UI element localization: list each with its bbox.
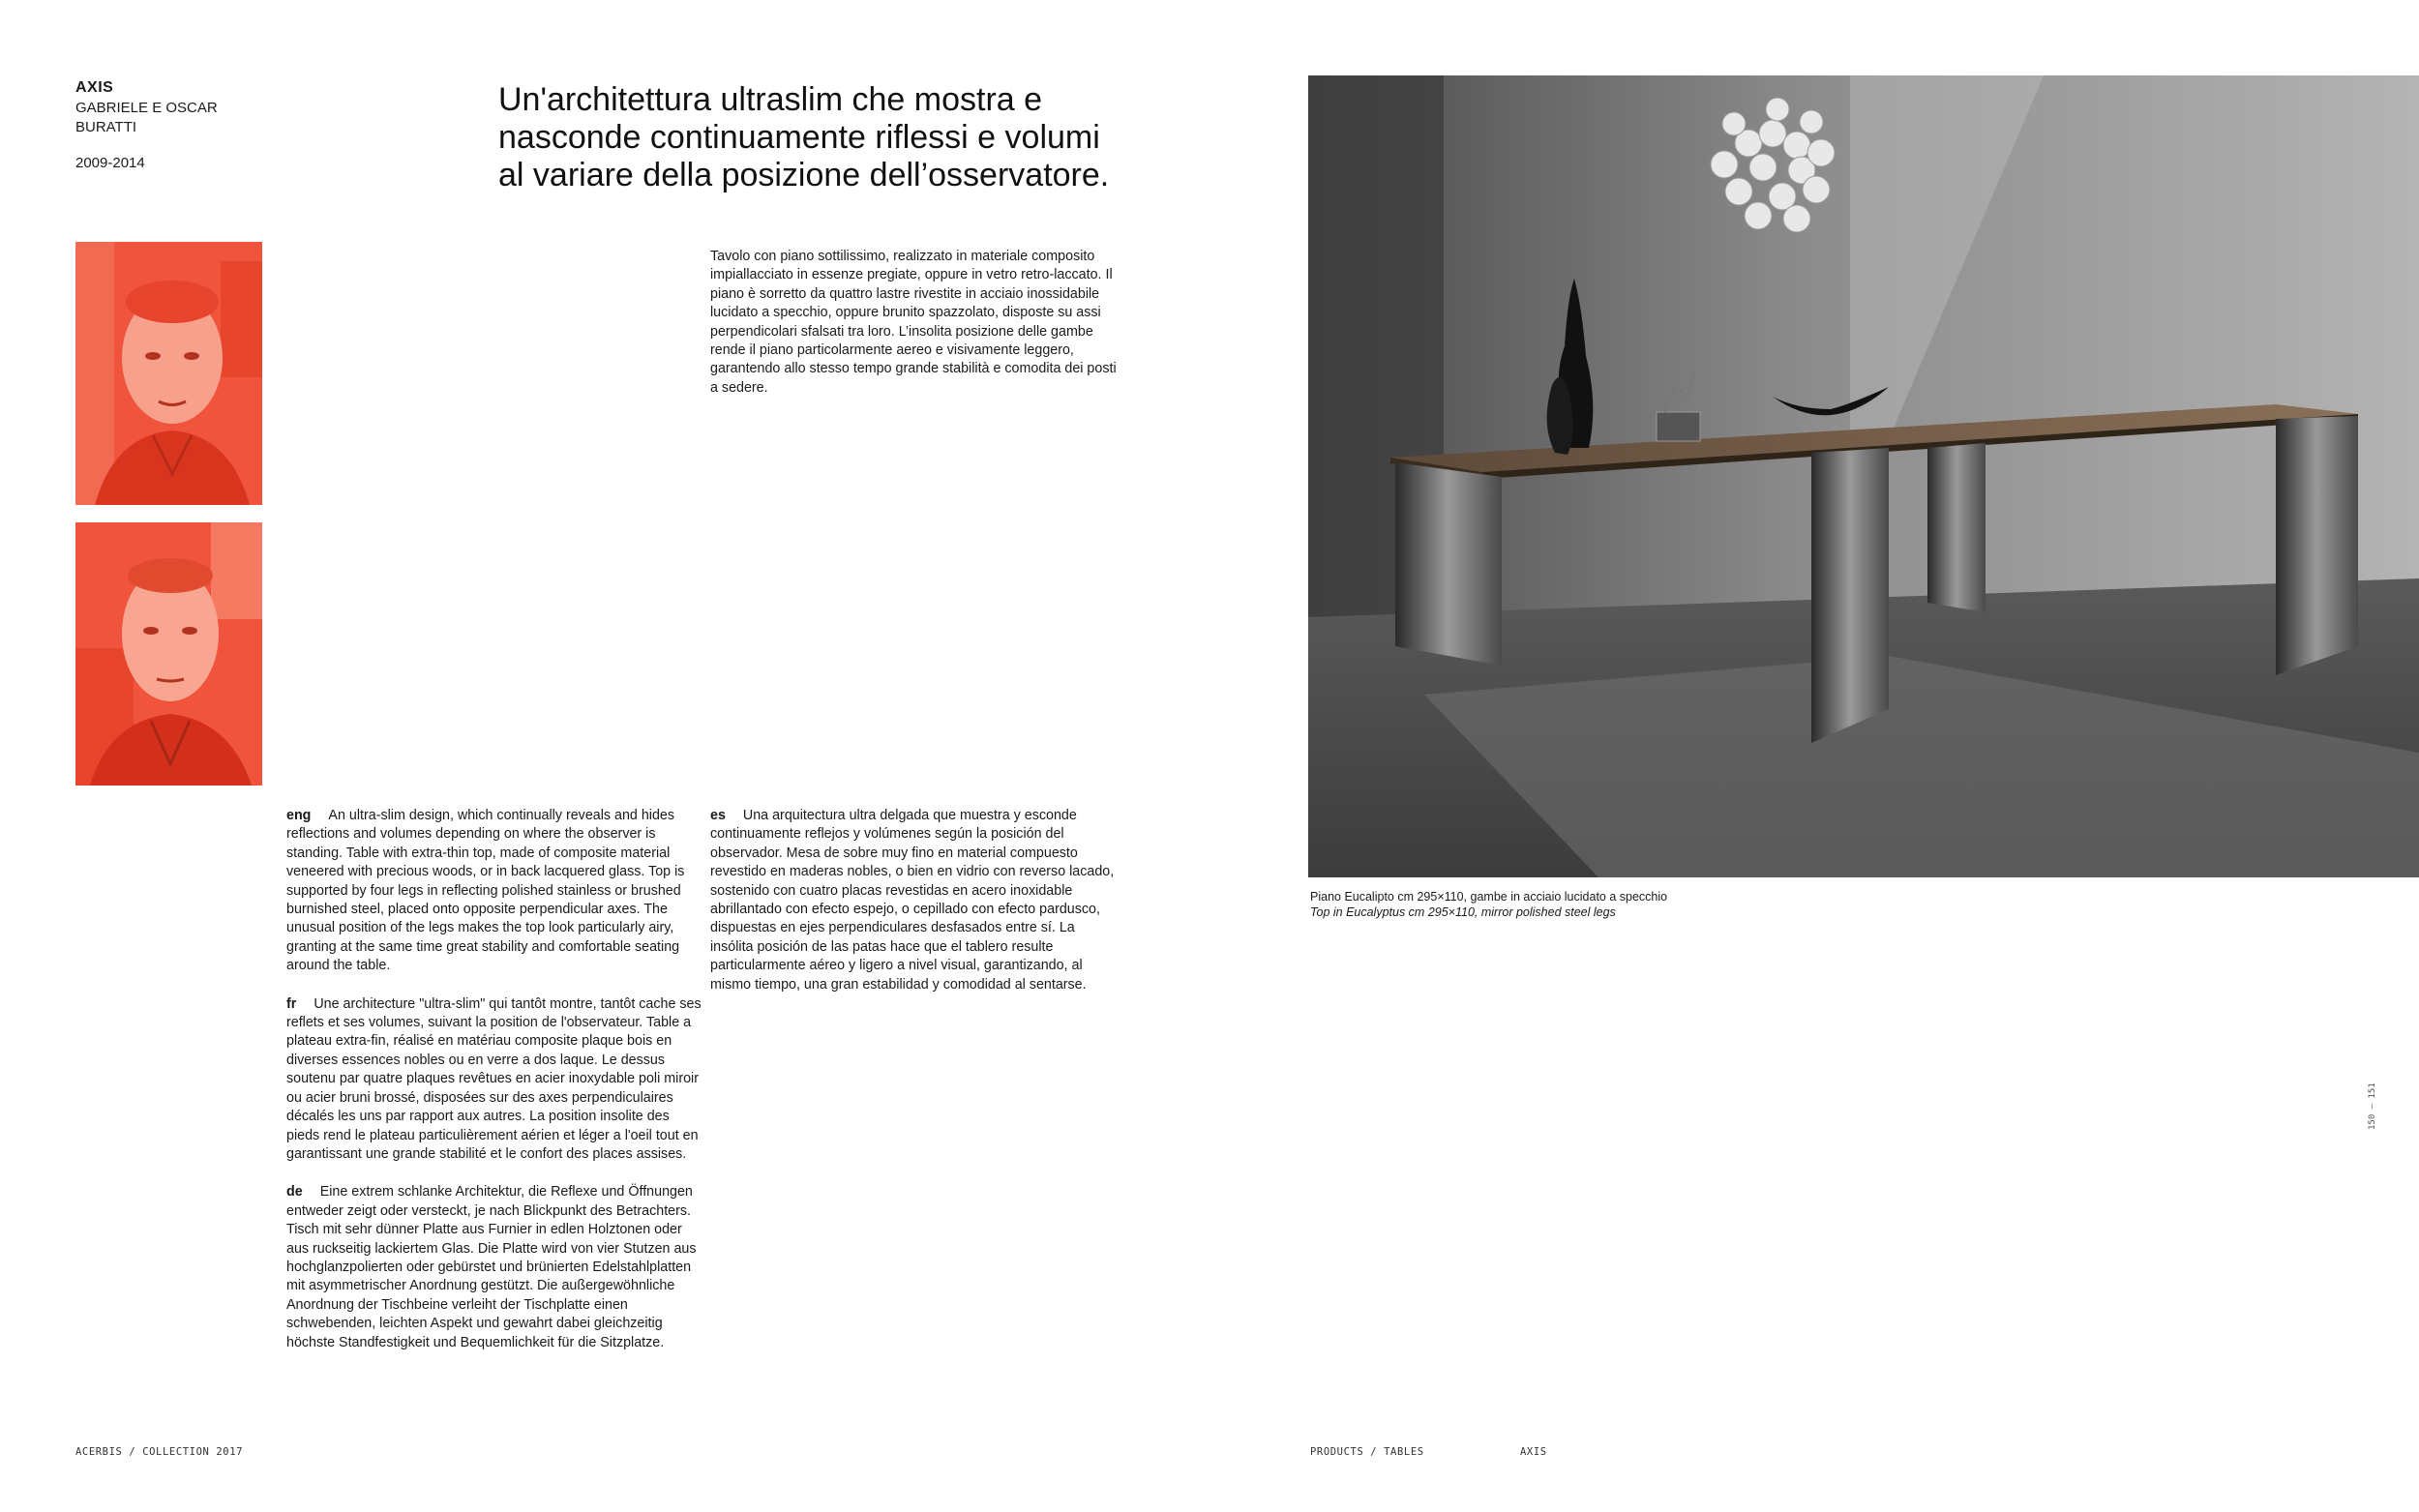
footer-section: PRODUCTS / TABLES <box>1310 1446 1424 1458</box>
footer-brand: ACERBIS / COLLECTION 2017 <box>75 1446 244 1458</box>
designer-portrait-1 <box>75 242 262 505</box>
designer-name: GABRIELE E OSCAR BURATTI <box>75 100 218 135</box>
text-de <box>286 1183 702 1352</box>
text-es <box>710 807 1117 994</box>
footer-product: AXIS <box>1520 1446 1547 1458</box>
lang-label-es: es <box>710 808 726 823</box>
lang-label-de: de <box>286 1184 303 1201</box>
translations-left-column <box>286 807 702 1372</box>
caption-english: Top in Eucalyptus cm 295×110, mirror polished steel legs <box>1310 905 1616 919</box>
caption-italian: Piano Eucalipto cm 295×110, gambe in acciaio lucidato a specchio <box>1310 890 1668 904</box>
intro-text-it: Tavolo con piano sottilissimo, realizzato in materiale composito impiallacciato in essenze pregiate, oppure in vetro retro-laccato. Il piano è sorretto da quattro lastre rivestite in acciaio inossidabile lucidato a specchio, oppure brunito spazzolato, disposte su assi perpendicolari sfalsati tra loro. L’insolita posizione delle gambe rende il piano particolarmente aereo e visivamente leggero, garantendo allo stesso tempo grande stabilità e comodita dei posti a sedere. <box>710 249 1117 396</box>
production-years: 2009-2014 <box>75 155 145 171</box>
page-numbers: 150 – 151 <box>2368 1082 2377 1130</box>
text-eng <box>286 807 702 976</box>
product-name: AXIS <box>75 79 114 96</box>
lang-label-fr: fr <box>286 995 297 1012</box>
text-fr <box>286 995 702 1165</box>
lang-label-eng: eng <box>286 808 312 823</box>
text-eng-body: An ultra-slim design, which continually reveals and hides reflections and volumes depending on where the observer is standing. Table with extra-thin top, made of composite material veneered with precious woods, or in back lacquered glass. Top is supported by four legs in reflecting polished stainless or brushed burnished steel, placed onto opposite perpendicular axes. The unusual position of the legs makes the top look particularly airy, granting at the same time great stability and comfortable seating around the table. <box>286 808 685 974</box>
designer-portrait-2 <box>75 522 262 786</box>
text-de-body: Eine extrem schlanke Architektur, die Reflexe und Öffnungen entweder zeigt oder versteckt, je nach Blickpunkt des Betrachters. Tisch mit sehr dünner Platte aus Furnier in edlen Holztonen oder aus ruckseitig lackiertem Glas. Die Platte wird von vier Stutzen aus hochglanzpolierten oder gebürstet und brünierten Edelstahlplatten mit asymmetrischer Anordnung gestützt. Die außergewöhnliche Anordnung der Tischbeine verleiht der Tischplatte einen schwebenden, leichten Aspekt und gewahrt dabei gleichzeitig höchste Standfestigkeit und Bequemlichkeit für die Sitzplatze. <box>286 1184 697 1350</box>
photo-caption <box>1310 889 1667 920</box>
translations-right-column <box>710 807 1117 1014</box>
text-es-body: Una arquitectura ultra delgada que muestra y esconde continuamente reflejos y volúmenes según la posición del observador. Mesa de sobre muy fino en material compuesto revestido en maderas nobles, o bien en vidrio con reverso lacado, sostenido con cuatro placas revestidas en acero inoxidable abrillantado con efecto espejo, o cepillado con efecto pardusco, dispuestas en ejes perpendiculares desfasados entre sí. La insólita posición de las patas hace que el tablero resulte particularmente aéreo y ligero a nivel visual, garantizando, al mismo tiempo, una gran estabilidad y comodidad al sentarse. <box>710 808 1115 993</box>
text-fr-body: Une architecture "ultra-slim" qui tantôt montre, tantôt cache ses reflets et ses volumes, suivant la position de l'observateur. Table a plateau extra-fin, réalisé en matériau composite plaque bois en diverses essences nobles ou en verre a dos laque. Le dessus soutenu par quatre plaques revêtues en acier inoxydable poli miroir ou acier bruni brossé, disposées sur des axes perpendiculaires décalés les uns par rapport aux autres. La position insolite des pieds rend le plateau particulièrement aérien et léger a l'oeil tout en garantissant une grande stabilité et le confort des places assises. <box>286 995 702 1162</box>
headline: Un'architettura ultraslim che mostra e nasconde continuamente riflessi e volumi al variare della posizione dell’osservatore. <box>498 81 1110 193</box>
product-photo <box>1308 75 2419 877</box>
